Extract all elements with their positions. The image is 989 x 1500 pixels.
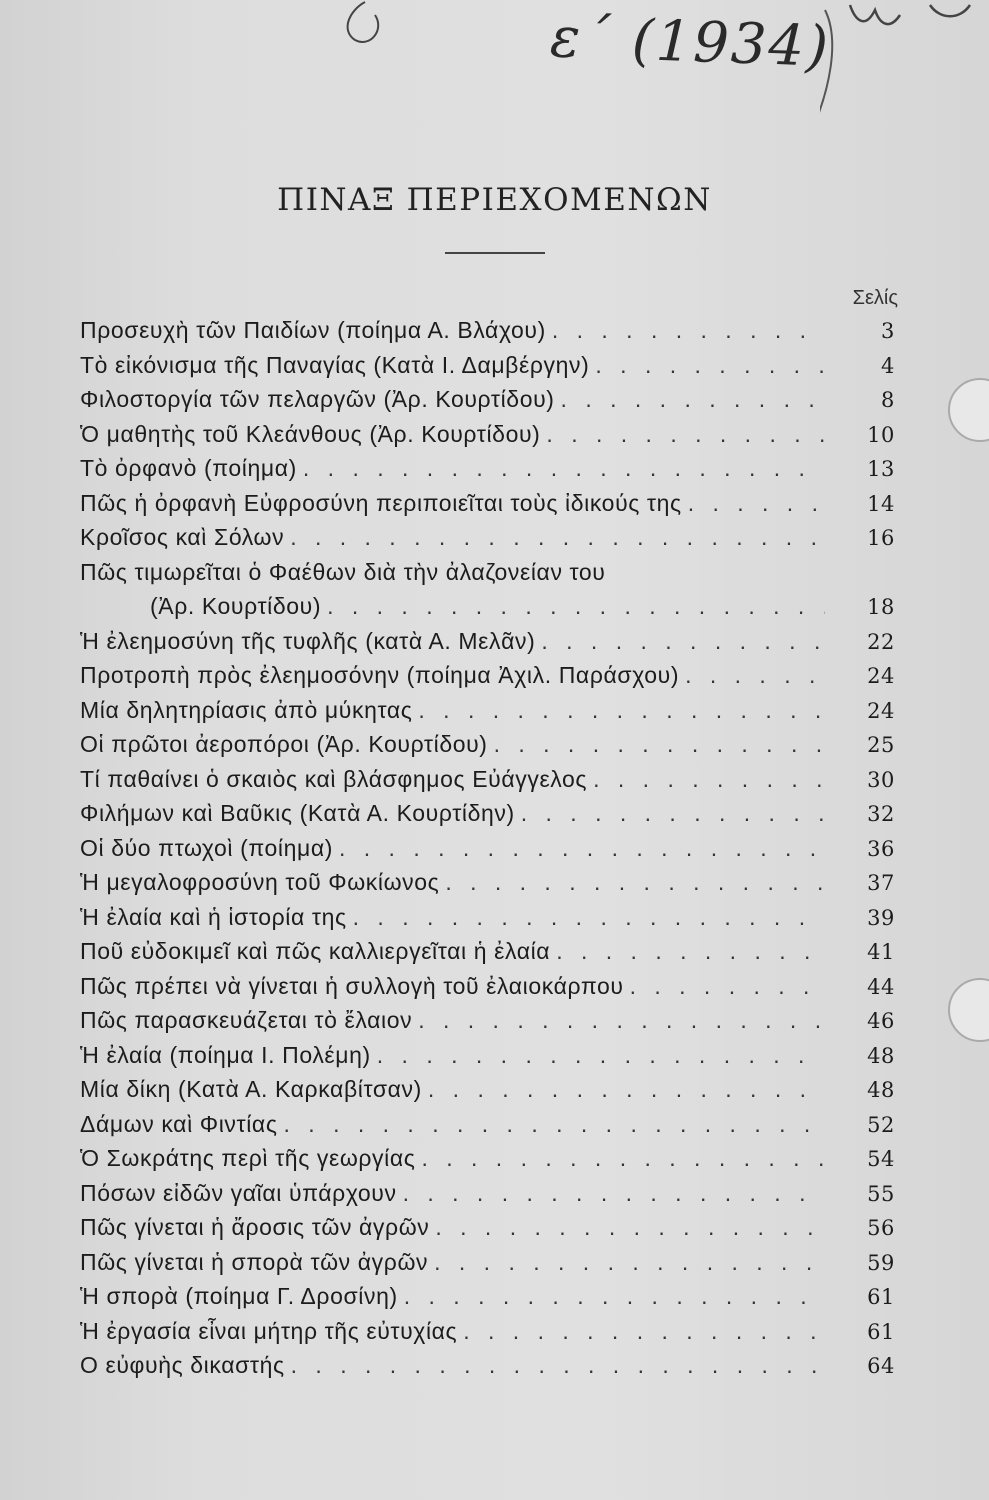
toc-entry-title: Ἡ μεγαλοφροσύνη τοῦ Φωκίωνος <box>80 869 440 895</box>
toc-dot-leader <box>327 589 825 624</box>
toc-entry-title: Ὁ μαθητὴς τοῦ Κλεάνθους (Ἀρ. Κουρτίδου) <box>80 420 541 447</box>
toc-entry-page: 8 <box>881 388 895 412</box>
toc-entry-title: Ἡ ἐλαία καὶ ἡ ἱστορία της <box>80 903 347 930</box>
toc-entry-page: 30 <box>867 767 895 792</box>
toc-entry-page: 16 <box>867 526 895 550</box>
toc-entry-title: Οἱ δύο πτωχοὶ (ποίημα) <box>80 834 333 861</box>
toc-entry-page: 54 <box>867 1147 895 1171</box>
toc-dot-leader <box>463 1314 825 1349</box>
toc-entry <box>80 417 895 452</box>
toc-entry <box>80 1107 895 1142</box>
toc-entry-page: 41 <box>867 940 895 964</box>
toc-entry-page: 25 <box>867 733 895 757</box>
toc-entry-title: Τὸ ὀρφανὸ (ποίημα) <box>80 455 297 481</box>
toc-dot-leader <box>541 624 825 659</box>
toc-entry <box>80 1348 895 1383</box>
toc-entry-page: 14 <box>867 491 895 516</box>
toc-entry-title: Ποῦ εὐδοκιμεῖ καὶ πῶς καλλιεργεῖται ἡ ἐλαία <box>80 938 551 964</box>
toc-entry-page: 61 <box>867 1285 895 1309</box>
toc-entry <box>80 1003 895 1038</box>
toc-dot-leader <box>595 348 825 383</box>
toc-entry-page: 64 <box>867 1354 895 1378</box>
toc-entry <box>80 1314 895 1349</box>
toc-dot-leader <box>688 486 825 521</box>
toc-entry <box>80 520 895 555</box>
toc-entry <box>80 1141 895 1176</box>
toc-entry <box>80 1279 895 1314</box>
toc-entry-page: 37 <box>867 871 895 895</box>
toc-dot-leader <box>353 900 825 935</box>
toc-dot-leader <box>303 451 825 486</box>
toc-entry <box>80 313 895 348</box>
toc-entry <box>80 1245 895 1280</box>
toc-dot-leader <box>494 727 825 762</box>
toc-entry <box>80 900 895 935</box>
toc-dot-leader <box>445 865 825 900</box>
toc-dot-leader <box>428 1072 825 1107</box>
toc-entry-page: 44 <box>867 974 895 999</box>
toc-entry-page: 36 <box>867 836 895 861</box>
toc-dot-leader <box>685 658 825 693</box>
toc-entry-page: 46 <box>867 1009 895 1033</box>
toc-entry <box>80 1072 895 1107</box>
toc-entry <box>80 934 895 969</box>
toc-entry-title: Προσευχὴ τῶν Παιδίων (ποίημα Α. Βλάχου) <box>80 317 546 343</box>
toc-dot-leader <box>290 520 825 555</box>
toc-entry <box>80 693 895 728</box>
toc-entry <box>80 762 895 797</box>
toc-dot-leader <box>593 762 825 797</box>
toc-entry-title: Πόσων εἰδῶν γαῖαι ὑπάρχουν <box>80 1179 397 1206</box>
toc-entry-page: 55 <box>867 1181 895 1206</box>
page-title: ΠΙΝΑΞ ΠΕΡΙΕΧΟΜΕΝΩΝ <box>277 182 712 218</box>
toc-dot-leader <box>561 382 825 417</box>
toc-dot-leader <box>630 969 825 1004</box>
toc-entry-title: Ὁ Σωκράτης περὶ τῆς γεωργίας <box>80 1145 416 1171</box>
toc-entry <box>80 831 895 866</box>
toc-dot-leader <box>421 1141 825 1176</box>
toc-entry <box>80 1176 895 1211</box>
toc-entry-title: (Ἀρ. Κουρτίδου) <box>150 593 322 619</box>
toc-entry-title: Ο εὐφυὴς δικαστής <box>80 1352 285 1378</box>
toc-entry-title: Πῶς τιμωρεῖται ὁ Φαέθων διὰ τὴν ἀλαζονείαν του <box>80 558 606 585</box>
toc-entry-page: 59 <box>867 1250 895 1275</box>
toc-dot-leader <box>291 1348 825 1383</box>
toc-entry-title: Μία δίκη (Κατὰ Α. Καρκαβίτσαν) <box>80 1076 422 1102</box>
toc-entry-title: Δάμων καὶ Φιντίας <box>80 1110 278 1137</box>
toc-dot-leader <box>434 1245 825 1280</box>
toc-entry-title: Μία δηλητηρίασις ἀπὸ μύκητας <box>80 696 413 723</box>
toc-dot-leader <box>521 796 825 831</box>
toc-entry-page: 39 <box>867 905 895 930</box>
toc-entry <box>80 658 895 693</box>
toc-dot-leader <box>404 1279 825 1314</box>
toc-entry-title: Τί παθαίνει ὁ σκαιὸς καὶ βλάσφημος Εὐάγγελος <box>80 765 588 792</box>
toc-entry-page: 3 <box>881 319 895 343</box>
toc-entry-title: Κροῖσος καὶ Σόλων <box>80 524 285 550</box>
toc-entry-title: Ἡ ἐλεημοσύνη τῆς τυφλῆς (κατὰ Α. Μελᾶν) <box>80 627 536 654</box>
binder-hole <box>948 378 989 442</box>
toc-dot-leader <box>403 1176 825 1211</box>
toc-entry <box>80 555 895 590</box>
toc-entry-title: Ἡ ἐλαία (ποίημα Ι. Πολέμη) <box>80 1041 371 1068</box>
toc-entry-title: Πῶς γίνεται ἡ σπορὰ τῶν ἀγρῶν <box>80 1248 429 1275</box>
toc-entry <box>80 589 895 624</box>
handwritten-scribble-left <box>325 0 395 50</box>
toc-entry-title: Ἡ ἐργασία εἶναι μήτηρ τῆς εὐτυχίας <box>80 1317 458 1344</box>
handwritten-scribble-right <box>820 0 980 150</box>
binder-hole <box>948 978 989 1042</box>
toc-dot-leader <box>552 313 825 348</box>
toc-entry-title: Οἱ πρῶτοι ἀεροπόροι (Ἀρ. Κουρτίδου) <box>80 731 488 757</box>
toc-entry-page: 32 <box>867 802 895 826</box>
toc-entry-page: 18 <box>867 595 895 619</box>
toc-entry-page: 10 <box>867 422 895 447</box>
toc-dot-leader <box>377 1038 825 1073</box>
toc-entry-page: 4 <box>881 353 895 378</box>
page-column-label: Σελίς <box>852 287 898 309</box>
toc-dot-leader <box>284 1107 825 1142</box>
toc-entry-title: Προτροπὴ πρὸς ἐλεημοσόνην (ποίημα Ἀχιλ. Παράσχου) <box>80 662 680 688</box>
toc-dot-leader <box>435 1210 825 1245</box>
toc-entry-title: Πῶς ἡ ὀρφανὴ Εὐφροσύνη περιποιεῖται τοὺς ἰδικούς της <box>80 489 682 516</box>
toc-entry-title: Φιλοστοργία τῶν πελαργῶν (Ἀρ. Κουρτίδου) <box>80 386 555 412</box>
toc-entry-title: Πῶς γίνεται ἡ ἄροσις τῶν ἀγρῶν <box>80 1214 430 1240</box>
toc-entry-page: 24 <box>867 698 895 723</box>
toc-entry <box>80 727 895 762</box>
toc-entry <box>80 486 895 521</box>
toc-dot-leader <box>418 1003 825 1038</box>
toc-dot-leader <box>418 693 825 728</box>
toc-entry-page: 61 <box>867 1319 895 1344</box>
toc-entry-page: 24 <box>867 664 895 688</box>
toc-dot-leader <box>546 417 825 452</box>
toc-entry-title: Πῶς παρασκευάζεται τὸ ἔλαιον <box>80 1007 413 1033</box>
toc-entry-title: Τὸ εἰκόνισμα τῆς Παναγίας (Κατὰ Ι. Δαμβέργην) <box>80 351 590 378</box>
toc-entry-title: Ἡ σπορὰ (ποίημα Γ. Δροσίνη) <box>80 1283 398 1309</box>
toc-entry <box>80 348 895 383</box>
toc-dot-leader <box>339 831 825 866</box>
toc-dot-leader <box>556 934 825 969</box>
toc-entry <box>80 624 895 659</box>
toc-entry-page: 52 <box>867 1112 895 1137</box>
toc-entry <box>80 1038 895 1073</box>
toc-entry <box>80 796 895 831</box>
toc-entry-page: 13 <box>867 457 895 481</box>
toc-entry-page: 22 <box>867 629 895 654</box>
title-divider <box>445 252 545 254</box>
toc-entry <box>80 969 895 1004</box>
toc-entry <box>80 451 895 486</box>
toc-entry-title: Πῶς πρέπει νὰ γίνεται ἡ συλλογὴ τοῦ ἐλαιοκάρπου <box>80 972 624 999</box>
toc-entry <box>80 1210 895 1245</box>
toc-entry-page: 56 <box>867 1216 895 1240</box>
toc-entry-title: Φιλήμων καὶ Βαῦκις (Κατὰ Α. Κουρτίδην) <box>80 800 515 826</box>
toc-entry <box>80 382 895 417</box>
toc-entry-page: 48 <box>867 1043 895 1068</box>
toc-entry <box>80 865 895 900</box>
toc-entry-page: 48 <box>867 1078 895 1102</box>
table-of-contents <box>80 313 895 1383</box>
handwritten-note: ε΄ (1934) <box>548 5 832 80</box>
